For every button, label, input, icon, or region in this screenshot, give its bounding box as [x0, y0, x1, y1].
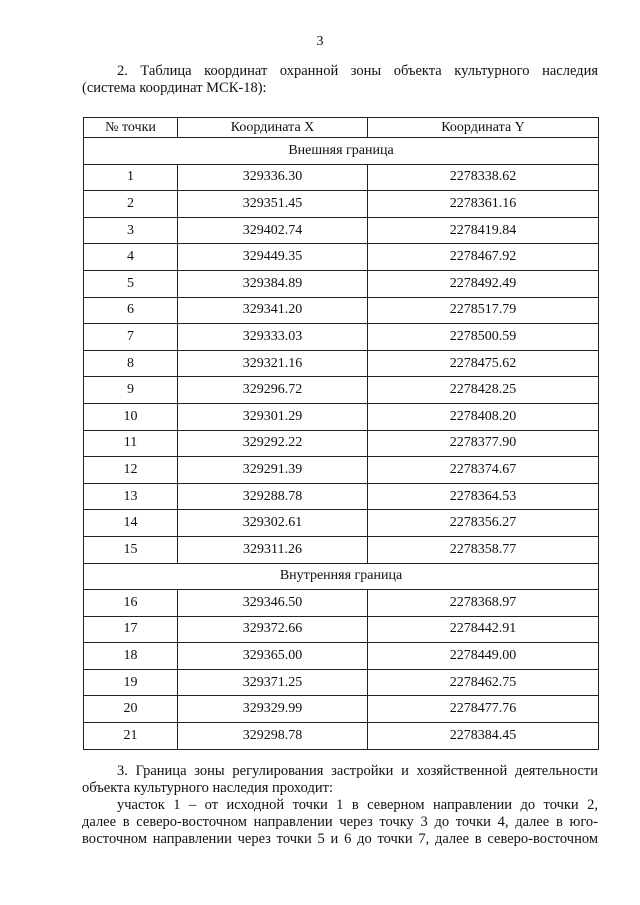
cell-coordinate-y: 2278428.25 [368, 377, 599, 404]
table-row [84, 270, 599, 297]
cell-coordinate-x: 329372.66 [178, 616, 368, 643]
coordinates-table-container [83, 117, 598, 750]
table-header-row [84, 118, 599, 138]
section-3-body [82, 797, 598, 848]
cell-coordinate-y: 2278467.92 [368, 244, 599, 271]
table-row [84, 669, 599, 696]
cell-point-number: 3 [84, 217, 178, 244]
cell-coordinate-x: 329346.50 [178, 590, 368, 617]
cell-coordinate-y: 2278374.67 [368, 457, 599, 484]
cell-coordinate-y: 2278517.79 [368, 297, 599, 324]
cell-point-number: 2 [84, 191, 178, 218]
cell-coordinate-x: 329329.99 [178, 696, 368, 723]
cell-coordinate-x: 329333.03 [178, 324, 368, 351]
cell-coordinate-x: 329371.25 [178, 669, 368, 696]
header-coordinate-y: Координата Y [368, 118, 599, 138]
table-row [84, 164, 599, 191]
cell-coordinate-x: 329449.35 [178, 244, 368, 271]
table-row [84, 430, 599, 457]
cell-point-number: 6 [84, 297, 178, 324]
cell-coordinate-x: 329336.30 [178, 164, 368, 191]
cell-point-number: 8 [84, 350, 178, 377]
table-row [84, 643, 599, 670]
cell-coordinate-y: 2278368.97 [368, 590, 599, 617]
table-row [84, 377, 599, 404]
cell-coordinate-y: 2278358.77 [368, 536, 599, 563]
cell-coordinate-y: 2278462.75 [368, 669, 599, 696]
cell-coordinate-x: 329296.72 [178, 377, 368, 404]
cell-point-number: 13 [84, 483, 178, 510]
section-row [84, 563, 599, 590]
section-3-heading-line: 3. Граница зоны регулирования застройки и хозяйственной деятельности [117, 763, 598, 779]
section-3-body-line: участок 1 – от исходной точки 1 в северном направлении до точки 2, [117, 797, 598, 813]
section-row [84, 138, 599, 165]
header-point-number: № точки [84, 118, 178, 138]
cell-coordinate-y: 2278475.62 [368, 350, 599, 377]
page-number: 3 [316, 34, 324, 49]
table-row [84, 616, 599, 643]
section-title: Внешняя граница [84, 138, 599, 165]
table-row [84, 217, 599, 244]
cell-point-number: 9 [84, 377, 178, 404]
table-row [84, 191, 599, 218]
cell-coordinate-y: 2278500.59 [368, 324, 599, 351]
cell-coordinate-y: 2278477.76 [368, 696, 599, 723]
cell-point-number: 10 [84, 403, 178, 430]
cell-coordinate-x: 329288.78 [178, 483, 368, 510]
cell-point-number: 17 [84, 616, 178, 643]
cell-coordinate-x: 329298.78 [178, 723, 368, 750]
cell-coordinate-x: 329384.89 [178, 270, 368, 297]
cell-coordinate-x: 329301.29 [178, 403, 368, 430]
cell-point-number: 11 [84, 430, 178, 457]
cell-point-number: 18 [84, 643, 178, 670]
table-body [84, 138, 599, 750]
table-row [84, 324, 599, 351]
header-coordinate-x: Координата X [178, 118, 368, 138]
coordinates-table [83, 117, 599, 750]
cell-coordinate-x: 329292.22 [178, 430, 368, 457]
cell-coordinate-y: 2278492.49 [368, 270, 599, 297]
cell-coordinate-y: 2278356.27 [368, 510, 599, 537]
section-3-heading-line: объекта культурного наследия проходит: [82, 780, 333, 796]
cell-point-number: 21 [84, 723, 178, 750]
cell-coordinate-x: 329341.20 [178, 297, 368, 324]
table-row [84, 483, 599, 510]
cell-point-number: 20 [84, 696, 178, 723]
table-row [84, 297, 599, 324]
cell-coordinate-x: 329351.45 [178, 191, 368, 218]
cell-coordinate-y: 2278384.45 [368, 723, 599, 750]
cell-coordinate-y: 2278377.90 [368, 430, 599, 457]
table-row [84, 244, 599, 271]
cell-coordinate-y: 2278338.62 [368, 164, 599, 191]
cell-coordinate-y: 2278364.53 [368, 483, 599, 510]
cell-point-number: 14 [84, 510, 178, 537]
cell-coordinate-x: 329311.26 [178, 536, 368, 563]
cell-point-number: 1 [84, 164, 178, 191]
section-2-heading-line: 2. Таблица координат охранной зоны объекта культурного наследия [117, 63, 598, 79]
section-3-body-line: далее в северо-восточном направлении через точку 3 до точки 4, далее в юго- [82, 814, 598, 830]
table-row [84, 536, 599, 563]
table-row [84, 723, 599, 750]
cell-coordinate-y: 2278449.00 [368, 643, 599, 670]
table-row [84, 696, 599, 723]
section-3-heading [82, 763, 598, 797]
cell-coordinate-y: 2278361.16 [368, 191, 599, 218]
section-2-heading [82, 63, 598, 97]
cell-point-number: 5 [84, 270, 178, 297]
cell-point-number: 16 [84, 590, 178, 617]
cell-point-number: 19 [84, 669, 178, 696]
cell-point-number: 12 [84, 457, 178, 484]
table-row [84, 403, 599, 430]
cell-coordinate-x: 329402.74 [178, 217, 368, 244]
table-row [84, 510, 599, 537]
table-row [84, 350, 599, 377]
cell-coordinate-x: 329365.00 [178, 643, 368, 670]
cell-coordinate-x: 329291.39 [178, 457, 368, 484]
section-2-heading-line: (система координат МСК-18): [82, 80, 267, 96]
section-3-body-line: восточном направлении через точки 5 и 6 до точки 7, далее в северо-восточном [82, 831, 598, 847]
table-row [84, 590, 599, 617]
cell-coordinate-y: 2278408.20 [368, 403, 599, 430]
cell-coordinate-y: 2278442.91 [368, 616, 599, 643]
cell-point-number: 4 [84, 244, 178, 271]
cell-point-number: 15 [84, 536, 178, 563]
cell-coordinate-x: 329321.16 [178, 350, 368, 377]
section-title: Внутренняя граница [84, 563, 599, 590]
table-row [84, 457, 599, 484]
cell-coordinate-x: 329302.61 [178, 510, 368, 537]
cell-point-number: 7 [84, 324, 178, 351]
cell-coordinate-y: 2278419.84 [368, 217, 599, 244]
